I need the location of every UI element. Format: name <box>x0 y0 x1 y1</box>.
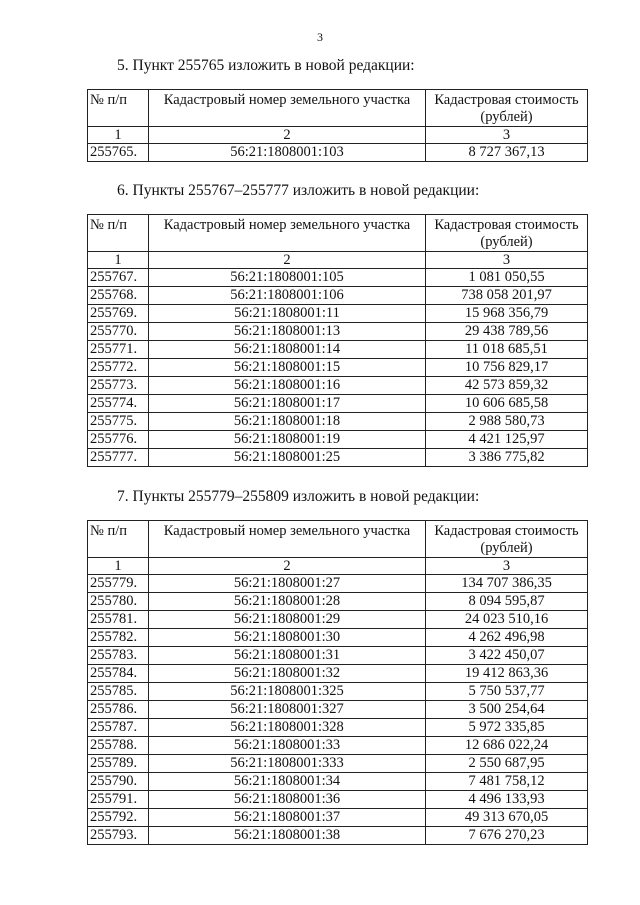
cadastral-value: 738 058 201,97 <box>426 287 588 305</box>
row-number: 255788. <box>88 737 149 755</box>
cadastral-number: 56:21:1808001:32 <box>149 665 426 683</box>
cadastral-value: 134 707 386,35 <box>426 575 588 593</box>
cadastral-value: 7 676 270,23 <box>426 827 588 845</box>
section-heading: 5. Пункт 255765 изложить в новой редакции: <box>117 57 415 74</box>
table-row <box>88 701 588 719</box>
header-number: № п/п <box>88 521 149 558</box>
table-row <box>88 737 588 755</box>
cadastral-value: 5 972 335,85 <box>426 719 588 737</box>
header-cadastral-number: Кадастровый номер земельного участка <box>149 521 426 558</box>
table-row <box>88 647 588 665</box>
cadastral-number: 56:21:1808001:29 <box>149 611 426 629</box>
cadastral-value: 8 094 595,87 <box>426 593 588 611</box>
cadastral-value: 2 988 580,73 <box>426 413 588 431</box>
cadastral-value: 29 438 789,56 <box>426 323 588 341</box>
table-row <box>88 323 588 341</box>
cadastral-value: 42 573 859,32 <box>426 377 588 395</box>
cadastral-table <box>87 214 588 467</box>
cadastral-number: 56:21:1808001:17 <box>149 395 426 413</box>
column-number: 3 <box>426 127 588 144</box>
table-header-row <box>88 215 588 252</box>
cadastral-value: 3 500 254,64 <box>426 701 588 719</box>
row-number: 255775. <box>88 413 149 431</box>
cadastral-value: 24 023 510,16 <box>426 611 588 629</box>
row-number: 255783. <box>88 647 149 665</box>
row-number: 255771. <box>88 341 149 359</box>
row-number: 255786. <box>88 701 149 719</box>
table-row <box>88 413 588 431</box>
row-number: 255777. <box>88 449 149 467</box>
column-number: 2 <box>149 127 426 144</box>
table-row <box>88 431 588 449</box>
table-row <box>88 269 588 287</box>
table-row <box>88 791 588 809</box>
row-number: 255785. <box>88 683 149 701</box>
cadastral-number: 56:21:1808001:27 <box>149 575 426 593</box>
table-row <box>88 341 588 359</box>
cadastral-number: 56:21:1808001:325 <box>149 683 426 701</box>
cadastral-number: 56:21:1808001:31 <box>149 647 426 665</box>
cadastral-number: 56:21:1808001:15 <box>149 359 426 377</box>
cadastral-number: 56:21:1808001:14 <box>149 341 426 359</box>
cadastral-value: 8 727 367,13 <box>426 144 588 162</box>
table-row <box>88 827 588 845</box>
column-numbers-row <box>88 558 588 575</box>
section-heading: 6. Пункты 255767–255777 изложить в новой редакции: <box>117 182 480 199</box>
cadastral-number: 56:21:1808001:19 <box>149 431 426 449</box>
cadastral-number: 56:21:1808001:11 <box>149 305 426 323</box>
column-number: 1 <box>88 252 149 269</box>
cadastral-table <box>87 89 588 162</box>
row-number: 255790. <box>88 773 149 791</box>
cadastral-number: 56:21:1808001:36 <box>149 791 426 809</box>
table-row <box>88 683 588 701</box>
table-row <box>88 575 588 593</box>
row-number: 255787. <box>88 719 149 737</box>
page-number: 3 <box>317 30 323 44</box>
cadastral-value: 15 968 356,79 <box>426 305 588 323</box>
cadastral-value: 10 756 829,17 <box>426 359 588 377</box>
cadastral-value: 4 496 133,93 <box>426 791 588 809</box>
table-row <box>88 377 588 395</box>
cadastral-value: 2 550 687,95 <box>426 755 588 773</box>
table-row <box>88 395 588 413</box>
row-number: 255769. <box>88 305 149 323</box>
cadastral-number: 56:21:1808001:13 <box>149 323 426 341</box>
column-number: 1 <box>88 558 149 575</box>
cadastral-value: 7 481 758,12 <box>426 773 588 791</box>
cadastral-number: 56:21:1808001:333 <box>149 755 426 773</box>
table-row <box>88 629 588 647</box>
row-number: 255765. <box>88 144 149 162</box>
row-number: 255780. <box>88 593 149 611</box>
cadastral-number: 56:21:1808001:38 <box>149 827 426 845</box>
row-number: 255767. <box>88 269 149 287</box>
table-row <box>88 305 588 323</box>
cadastral-number: 56:21:1808001:33 <box>149 737 426 755</box>
cadastral-number: 56:21:1808001:34 <box>149 773 426 791</box>
table-row <box>88 593 588 611</box>
cadastral-value: 1 081 050,55 <box>426 269 588 287</box>
row-number: 255781. <box>88 611 149 629</box>
cadastral-value: 11 018 685,51 <box>426 341 588 359</box>
table-row <box>88 359 588 377</box>
table-header-row <box>88 90 588 127</box>
table-row <box>88 773 588 791</box>
row-number: 255779. <box>88 575 149 593</box>
cadastral-value: 49 313 670,05 <box>426 809 588 827</box>
table-row <box>88 665 588 683</box>
row-number: 255768. <box>88 287 149 305</box>
cadastral-value: 10 606 685,58 <box>426 395 588 413</box>
cadastral-number: 56:21:1808001:16 <box>149 377 426 395</box>
cadastral-value: 5 750 537,77 <box>426 683 588 701</box>
cadastral-value: 3 422 450,07 <box>426 647 588 665</box>
row-number: 255792. <box>88 809 149 827</box>
column-number: 3 <box>426 558 588 575</box>
table-row <box>88 287 588 305</box>
row-number: 255773. <box>88 377 149 395</box>
row-number: 255791. <box>88 791 149 809</box>
cadastral-number: 56:21:1808001:25 <box>149 449 426 467</box>
table-row <box>88 144 588 162</box>
table-row <box>88 755 588 773</box>
column-numbers-row <box>88 252 588 269</box>
column-number: 2 <box>149 558 426 575</box>
cadastral-value: 19 412 863,36 <box>426 665 588 683</box>
cadastral-number: 56:21:1808001:28 <box>149 593 426 611</box>
cadastral-number: 56:21:1808001:37 <box>149 809 426 827</box>
row-number: 255784. <box>88 665 149 683</box>
cadastral-table <box>87 520 588 845</box>
table-header-row <box>88 521 588 558</box>
cadastral-number: 56:21:1808001:105 <box>149 269 426 287</box>
table-row <box>88 809 588 827</box>
cadastral-value: 4 262 496,98 <box>426 629 588 647</box>
cadastral-number: 56:21:1808001:327 <box>149 701 426 719</box>
column-number: 1 <box>88 127 149 144</box>
header-number: № п/п <box>88 215 149 252</box>
header-cadastral-value: Кадастровая стоимость (рублей) <box>426 521 588 558</box>
cadastral-number: 56:21:1808001:328 <box>149 719 426 737</box>
cadastral-number: 56:21:1808001:30 <box>149 629 426 647</box>
row-number: 255776. <box>88 431 149 449</box>
column-number: 3 <box>426 252 588 269</box>
header-cadastral-value: Кадастровая стоимость (рублей) <box>426 215 588 252</box>
header-number: № п/п <box>88 90 149 127</box>
table-row <box>88 449 588 467</box>
row-number: 255782. <box>88 629 149 647</box>
row-number: 255789. <box>88 755 149 773</box>
header-cadastral-value: Кадастровая стоимость (рублей) <box>426 90 588 127</box>
header-cadastral-number: Кадастровый номер земельного участка <box>149 90 426 127</box>
column-numbers-row <box>88 127 588 144</box>
row-number: 255772. <box>88 359 149 377</box>
row-number: 255770. <box>88 323 149 341</box>
cadastral-number: 56:21:1808001:103 <box>149 144 426 162</box>
header-cadastral-number: Кадастровый номер земельного участка <box>149 215 426 252</box>
row-number: 255774. <box>88 395 149 413</box>
section-heading: 7. Пункты 255779–255809 изложить в новой редакции: <box>117 488 480 505</box>
cadastral-value: 12 686 022,24 <box>426 737 588 755</box>
cadastral-number: 56:21:1808001:18 <box>149 413 426 431</box>
cadastral-value: 4 421 125,97 <box>426 431 588 449</box>
row-number: 255793. <box>88 827 149 845</box>
table-row <box>88 719 588 737</box>
cadastral-number: 56:21:1808001:106 <box>149 287 426 305</box>
table-row <box>88 611 588 629</box>
cadastral-value: 3 386 775,82 <box>426 449 588 467</box>
column-number: 2 <box>149 252 426 269</box>
